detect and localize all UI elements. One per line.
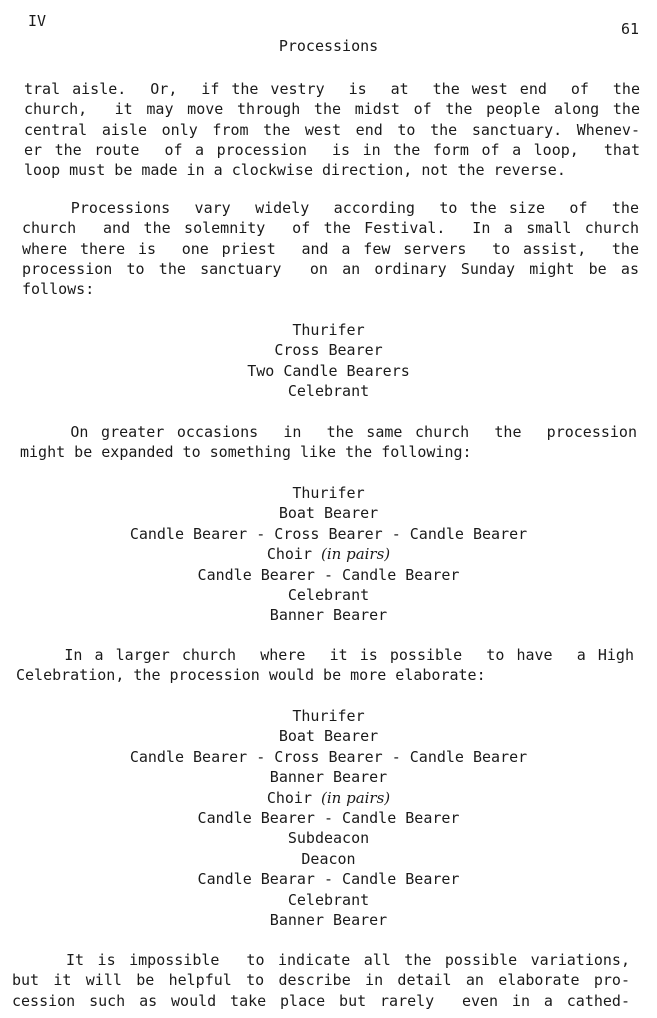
- procession-list-ordinary-sunday: [0, 320, 657, 402]
- list-item: Celebrant: [287, 382, 370, 401]
- paragraph-2: [22, 198, 639, 299]
- list-item-choir: [0, 544, 657, 564]
- paragraph-line: loop must be made in a clockwise direction, not the reverse.: [24, 161, 566, 180]
- page-number: 61: [620, 20, 639, 38]
- list-item: Boat Bearer: [278, 727, 379, 746]
- paragraph-line: er the route of a procession is in the form of a loop, that: [24, 140, 640, 159]
- paragraph-line: On greater occasions in the same church the procession: [20, 423, 637, 441]
- choir-label: Choir: [266, 545, 312, 564]
- paragraph-line: tral aisle. Or, if the vestry is at the west end of the: [24, 80, 640, 98]
- procession-list-greater-occasions: [0, 483, 657, 626]
- list-item: Thurifer: [292, 707, 365, 725]
- paragraph-line: might be expanded to something like the following:: [20, 443, 472, 462]
- paragraph-line: In a larger church where it is possible to have a High: [16, 646, 634, 664]
- list-item: Celebrant: [287, 890, 370, 909]
- list-item: Banner Bearer: [269, 768, 388, 787]
- paragraph-3: [20, 422, 637, 463]
- choir-note: (in pairs): [321, 788, 391, 807]
- list-item: Two Candle Bearers: [247, 361, 410, 380]
- paragraph-5: [12, 950, 630, 1011]
- list-item: Candle Bearer - Cross Bearer - Candle Bearer: [129, 747, 528, 766]
- paragraph-line: It is impossible to indicate all the possible variations,: [12, 951, 630, 969]
- list-item: Candle Bearer - Candle Bearer: [197, 809, 460, 828]
- list-item: Thurifer: [292, 484, 365, 502]
- list-item: Subdeacon: [287, 829, 370, 848]
- paragraph-line: Celebration, the procession would be more elaborate:: [16, 666, 486, 685]
- choir-note: (in pairs): [321, 545, 391, 564]
- chapter-number: IV: [28, 12, 47, 30]
- list-item: Candle Bearar - Candle Bearer: [197, 870, 460, 889]
- paragraph-line: church and the solemnity of the Festival. In a small church: [22, 219, 639, 238]
- list-item: Banner Bearer: [269, 606, 388, 625]
- choir-label: Choir: [266, 788, 312, 807]
- list-item: Boat Bearer: [278, 504, 379, 523]
- paragraph-line: Processions vary widely according to the size of the: [22, 199, 639, 217]
- paragraph-1: [24, 79, 640, 180]
- paragraph-line: church, it may move through the midst of the people along the: [24, 100, 640, 119]
- paragraph-line: central aisle only from the west end to the sanctuary. Whenev-: [24, 120, 640, 139]
- paragraph-4: [16, 645, 634, 686]
- paragraph-line: procession to the sanctuary on an ordinary Sunday might be as: [22, 259, 639, 278]
- procession-list-high-celebration: [0, 706, 657, 930]
- list-item: Thurifer: [292, 321, 365, 339]
- list-item: Banner Bearer: [269, 911, 388, 930]
- list-item: Candle Bearer - Candle Bearer: [197, 565, 460, 584]
- paragraph-line: follows:: [22, 280, 95, 299]
- list-item: Cross Bearer: [274, 341, 383, 360]
- list-item-choir: [0, 788, 657, 808]
- paragraph-line: but it will be helpful to describe in detail an elaborate pro-: [12, 971, 630, 990]
- list-item: Celebrant: [287, 586, 370, 605]
- paragraph-line: cession such as would take place but rarely even in a cathed-: [12, 991, 630, 1010]
- running-title: Processions: [278, 37, 379, 55]
- paragraph-line: where there is one priest and a few servers to assist, the: [22, 239, 639, 258]
- list-item: Candle Bearer - Cross Bearer - Candle Bearer: [129, 524, 528, 543]
- list-item: Deacon: [301, 849, 356, 868]
